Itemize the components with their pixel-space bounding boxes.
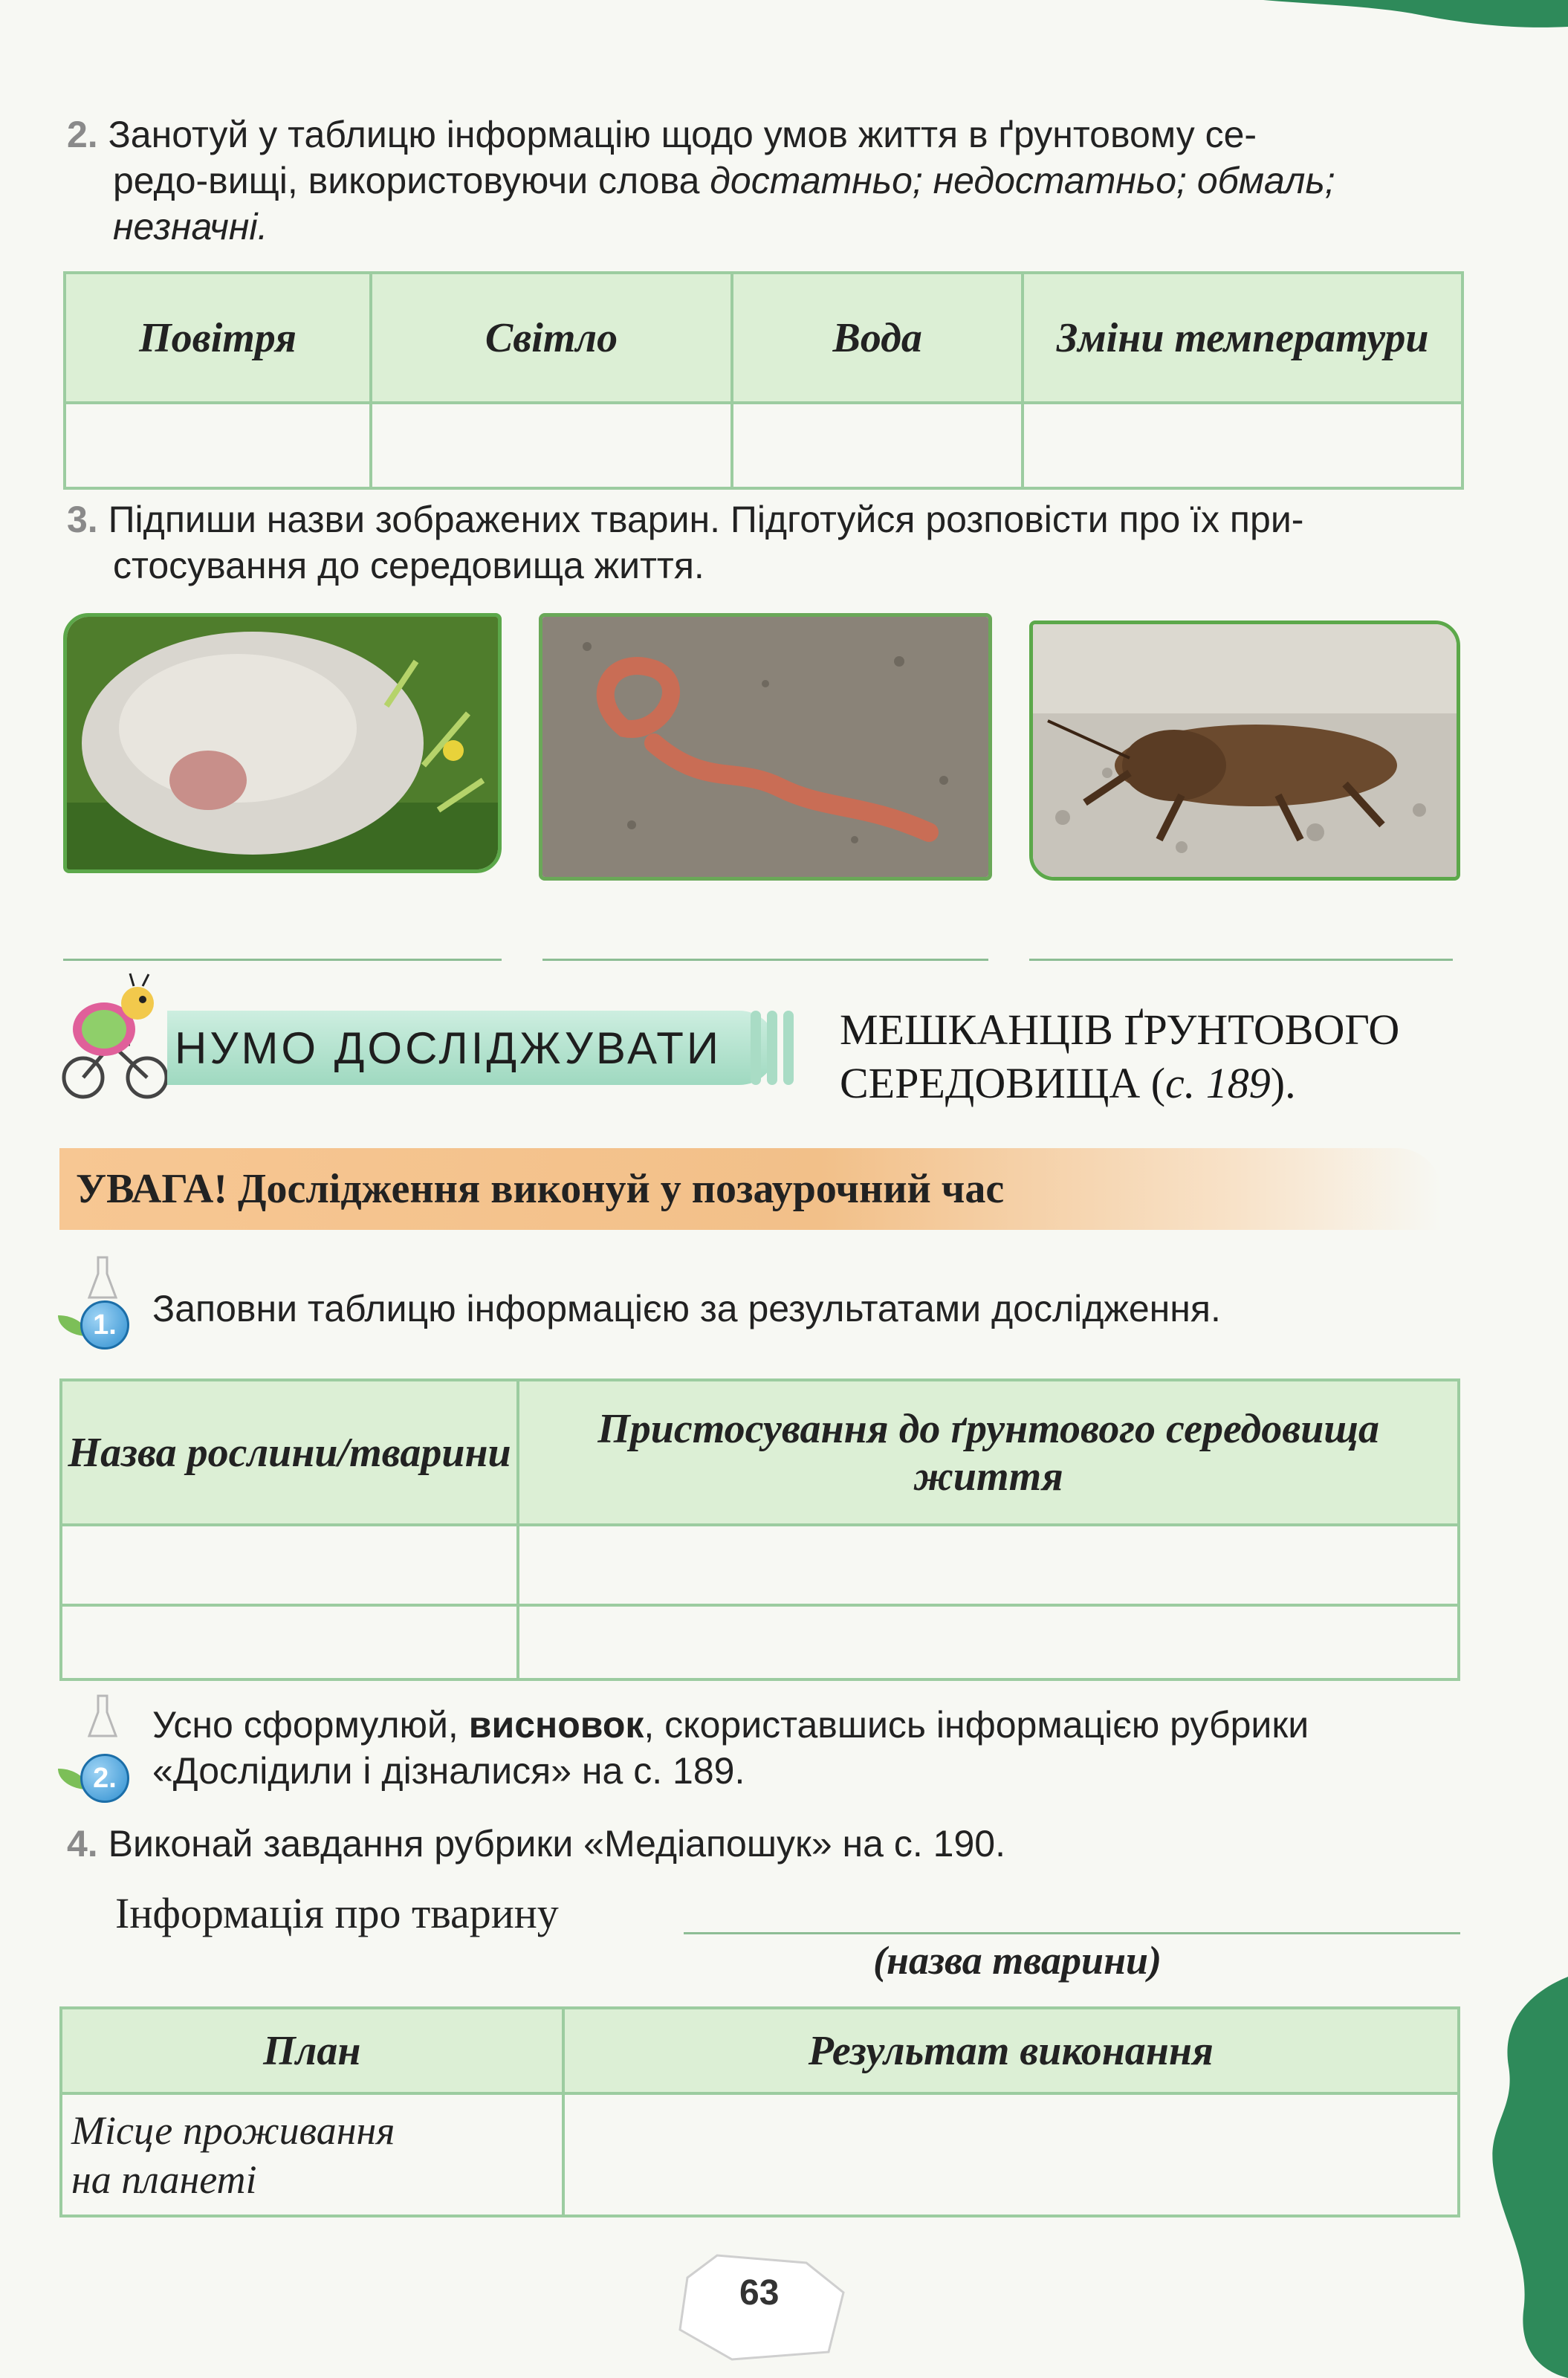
step2-conclusion: висновок — [468, 1704, 644, 1746]
research-table — [59, 1378, 1460, 1681]
cell-air[interactable] — [65, 403, 371, 488]
header-result: Результат виконання — [563, 2008, 1459, 2093]
corner-decoration — [1263, 0, 1568, 30]
task2-text — [67, 111, 1464, 250]
research-cell-adaptation-2[interactable] — [518, 1605, 1459, 1679]
task3-line1: Підпиши назви зображених тварин. Підготуйся розповісти про їх при- — [108, 499, 1304, 540]
cell-temperature[interactable] — [1023, 403, 1462, 488]
animal-info-label: Інформація про тварину — [115, 1889, 559, 1937]
task3-number: 3. — [67, 499, 98, 540]
animal-name-caption: (назва тварини) — [873, 1938, 1162, 1983]
header-air: Повітря — [65, 273, 371, 403]
task2-line1: Занотуй у таблицю інформацію щодо умов життя в ґрунтовому се- — [108, 114, 1257, 155]
answer-line-mole[interactable] — [63, 959, 502, 961]
task2-line2: редо-вищі, використовуючи слова — [113, 160, 710, 201]
task2-words-end: незначні. — [113, 206, 268, 247]
header-light: Світло — [371, 273, 732, 403]
step1-text: Заповни таблицю інформацією за результатами дослідження. — [152, 1288, 1221, 1329]
task4-line1: Виконай завдання рубрики «Медіапошук» на с. 190. — [108, 1823, 1005, 1865]
research-title-line2: СЕРЕДОВИЩА ( — [840, 1059, 1166, 1107]
task3-text — [67, 496, 1471, 589]
step2-line2: «Дослідили і дізналися» на с. 189. — [152, 1750, 745, 1792]
mole-cricket-photo — [1029, 621, 1460, 881]
row-habitat-label-line1: Місце проживання — [71, 2108, 395, 2153]
research-banner-label: НУМО ДОСЛІДЖУВАТИ — [175, 1023, 722, 1073]
task4-text — [67, 1821, 1005, 1867]
banner-stripe-1 — [751, 1011, 761, 1085]
header-plant-animal-name: Назва рослини/тварини — [61, 1380, 518, 1525]
task4-number: 4. — [67, 1823, 98, 1865]
step2-text — [152, 1702, 1468, 1794]
flask-icon — [88, 1694, 117, 1739]
mole-photo — [63, 613, 502, 873]
banner-stripe-3 — [783, 1011, 794, 1085]
research-title-ref: с. 189 — [1165, 1059, 1271, 1107]
attention-text: УВАГА! Дослідження виконуй у позаурочний час — [76, 1166, 1005, 1212]
research-title-line1: МЕШКАНЦІВ ҐРУНТОВОГО — [840, 1005, 1400, 1054]
header-water: Вода — [732, 273, 1023, 403]
row-habitat-label — [61, 2093, 563, 2216]
research-cell-adaptation-1[interactable] — [518, 1525, 1459, 1605]
attention-bar — [59, 1148, 1442, 1230]
answer-line-mole-cricket[interactable] — [1029, 959, 1453, 961]
page-number: 63 — [739, 2273, 780, 2313]
row-habitat-result[interactable] — [563, 2093, 1459, 2216]
research-banner — [167, 1011, 777, 1085]
task3-line2: стосування до середовища життя. — [113, 545, 704, 586]
media-search-table — [59, 2006, 1460, 2217]
cell-light[interactable] — [371, 403, 732, 488]
research-cell-name-1[interactable] — [61, 1525, 518, 1605]
row-habitat-label-line2: на планеті — [71, 2157, 257, 2202]
step2-line1-a: Усно сформулюй, — [152, 1704, 469, 1746]
research-title — [840, 1003, 1399, 1110]
research-cell-name-2[interactable] — [61, 1605, 518, 1679]
header-adaptation: Пристосування до ґрунтового середовища життя — [518, 1380, 1459, 1525]
step2-line1-b: , скориставшись інформацією рубрики — [644, 1704, 1309, 1746]
animal-name-line[interactable] — [684, 1932, 1460, 1934]
answer-line-earthworm[interactable] — [542, 959, 988, 961]
flask-icon — [88, 1256, 117, 1300]
banner-stripe-2 — [767, 1011, 777, 1085]
research-title-end: ). — [1270, 1059, 1296, 1107]
cell-water[interactable] — [732, 403, 1023, 488]
bicycle-mascot-icon — [59, 970, 171, 1104]
soil-conditions-table — [63, 271, 1464, 490]
side-decoration — [1479, 1977, 1568, 2378]
header-temperature: Зміни температури — [1023, 273, 1462, 403]
header-plan: План — [61, 2008, 563, 2093]
task2-number: 2. — [67, 114, 98, 155]
earthworm-photo — [539, 613, 992, 881]
task2-words: достатньо; недостатньо; обмаль; — [710, 160, 1335, 201]
step2-badge: 2. — [80, 1754, 129, 1803]
step1-badge: 1. — [80, 1300, 129, 1350]
